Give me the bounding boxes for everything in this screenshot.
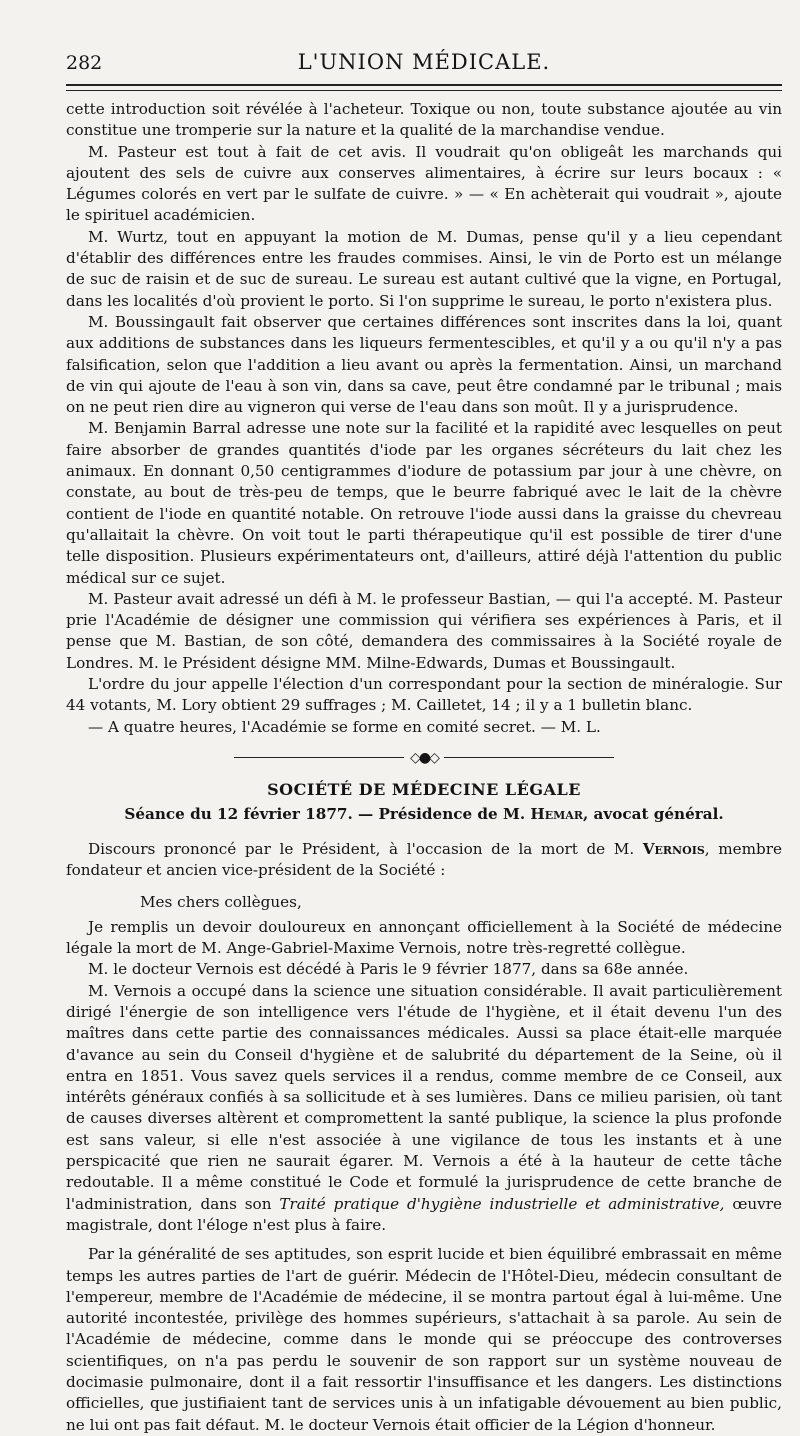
paragraph: M. Vernois a occupé dans la science une situation considérable. Il avait particulièrement dirigé l'énergie de son intelligence vers l'étude de l'hygiène, et il était devenu l'un des maîtres dans cette partie des connaissances médicales. Aussi sa place était-elle marquée d'avance au sein du Conseil d'hygiène et de salubrité du département de la Seine, où il entra en 1851. Vous savez quels services il a rendus, comme membre de ce Conseil, aux intérêts généraux confiés à sa sollicitude et à ses lumières. Dans ce milieu parisien, où tant de causes diverses altèrent et compromettent la santé publique, la science la plus profonde est sans valeur, si elle n'est associée à une vigilance de tous les instants et à une perspicacité que rien ne saurait égarer. M. Vernois a été à la hauteur de cette tâche redoutable. Il a même constitué le Code et formulé la jurisprudence de cette branche de l'administration, dans son Traité pratique d'hygiène industrielle et administrative, œuvre magistrale, dont l'éloge n'est plus à faire. [66,981,782,1234]
president-name: Hemar [530,804,583,823]
deceased-name: Vernois [642,839,705,858]
paragraph: M. le docteur Vernois est décédé à Paris le 9 février 1877, dans sa 68e année. [88,960,689,979]
page-number: 282 [66,52,103,74]
paragraph: M. Boussingault fait observer que certaines différences sont inscrites dans la loi, quant aux additions de substances dans les liqueurs fermentescibles, et qu'il y a ou qu'il n'y a pas falsification, selon que l'addition a lieu avant ou après la fermentation. Ainsi, un marchand de vin qui ajoute de l'eau à son vin, dans sa cave, peut être condamné par le tribunal ; mais on ne peut rien dire au vigneron qui verse de l'eau dans son moût. Il y a jurisprudence. [66,312,782,417]
divider-line [444,757,614,758]
salutation: Mes chers collègues, [140,892,302,911]
paragraph: M. Wurtz, tout en appuyant la motion de M. Dumas, pense qu'il y a lieu cependant d'établir des différences entre les fraudes commises. Ainsi, le vin de Porto est un mélange de suc de raisin et de suc de sureau. Le sureau est autant cultivé que la vigne, en Portugal, dans les localités d'où provient le porto. Si l'on supprime le sureau, le porto n'existera plus. [66,227,782,310]
paragraph: Par la généralité de ses aptitudes, son esprit lucide et bien équilibré embrassait en même temps les autres parties de l'art de guérir. Médecin de l'Hôtel-Dieu, médecin consultant de l'empereur, membre de l'Académie de médecine, il se montra partout égal à lui-même. Une autorité incontestée, privilège des hommes supérieurs, s'attachait à sa parole. Au sein de l'Académie de médecine, comme dans le monde qui se préoccupe des controverses scientifiques, on n'a pas perdu le souvenir de son rapport sur un système nouveau de docimasie pulmonaire, dont il a fait ressortir l'insuffisance et les dangers. Les distinctions officielles, que justifiaient tant de services unis à un infatigable dévouement au bien public, ne lui ont pas fait défaut. M. le docteur Vernois était officier de la Légion d'honneur. [66,1245,782,1434]
book-title: Traité pratique d'hygiène industrielle et administrative, [279,1194,725,1213]
spacer [66,1236,782,1244]
section-title: SOCIÉTÉ DE MÉDECINE LÉGALE [267,779,581,799]
session-line: Séance du 12 février 1877. — Présidence de M. Hemar, avocat général. [124,804,724,823]
paragraph: M. Pasteur avait adressé un défi à M. le professeur Bastian, — qui l'a accepté. M. Pasteur prie l'Académie de désigner une commission qui vérifiera ses expériences à Paris, et il pense que M. Bastian, de son côté, demandera des commissaires à la Société royale de Londres. M. le Président désigne MM. Milne-Edwards, Dumas et Boussingault. [66,589,782,672]
section-divider [66,750,782,766]
paragraph: cette introduction soit révélée à l'acheteur. Toxique ou non, toute substance ajoutée au vin constitue une tromperie sur la nature et la qualité de la marchandise vendue. [66,100,782,140]
paragraph: M. Pasteur est tout à fait de cet avis. Il voudrait qu'on obligeât les marchands qui ajoutent des sels de cuivre aux conserves alimentaires, à écrire sur leurs bocaux : « Légumes colorés en vert par le sulfate de cuivre. » — « En achèterait qui voudrait », ajoute le spirituel académicien. [66,142,782,225]
ornament-icon: ◇●◇ [410,749,438,766]
discourse-intro: Discours prononcé par le Président, à l'occasion de la mort de M. Vernois, membre fondateur et ancien vice-président de la Société : [66,839,782,880]
paragraph: Je remplis un devoir douloureux en annonçant officiellement à la Société de médecine légale la mort de M. Ange-Gabriel-Maxime Vernois, notre très-regretté collègue. [66,917,782,958]
page-header [66,40,782,74]
paragraph: L'ordre du jour appelle l'élection d'un correspondant pour la section de minéralogie. Sur 44 votants, M. Lory obtient 29 suffrages ; M. Cailletet, 14 ; il y a 1 bulletin blanc. [66,675,782,715]
paragraph: M. Benjamin Barral adresse une note sur la facilité et la rapidité avec lesquelles on peut faire absorber de grandes quantités d'iode par les organes sécréteurs du lait chez les animaux. En donnant 0,50 centigrammes d'iodure de potassium par jour à une chèvre, on constate, au bout de très-peu de temps, que le beurre fabriqué avec le lait de la chèvre contient de l'iode en quantité notable. On retrouve l'iode aussi dans la graisse du chevreau qu'allaitait la chèvre. On voit tout le parti thérapeutique qu'il est possible de tirer d'une telle disposition. Plusieurs expérimentateurs ont, d'ailleurs, attiré déjà l'attention du public médical sur ce sujet. [66,419,782,587]
header-rule [66,84,782,91]
paragraph: — A quatre heures, l'Académie se forme en comité secret. — M. L. [88,717,601,736]
divider-line [234,757,404,758]
running-title: L'UNION MÉDICALE. [297,50,551,74]
